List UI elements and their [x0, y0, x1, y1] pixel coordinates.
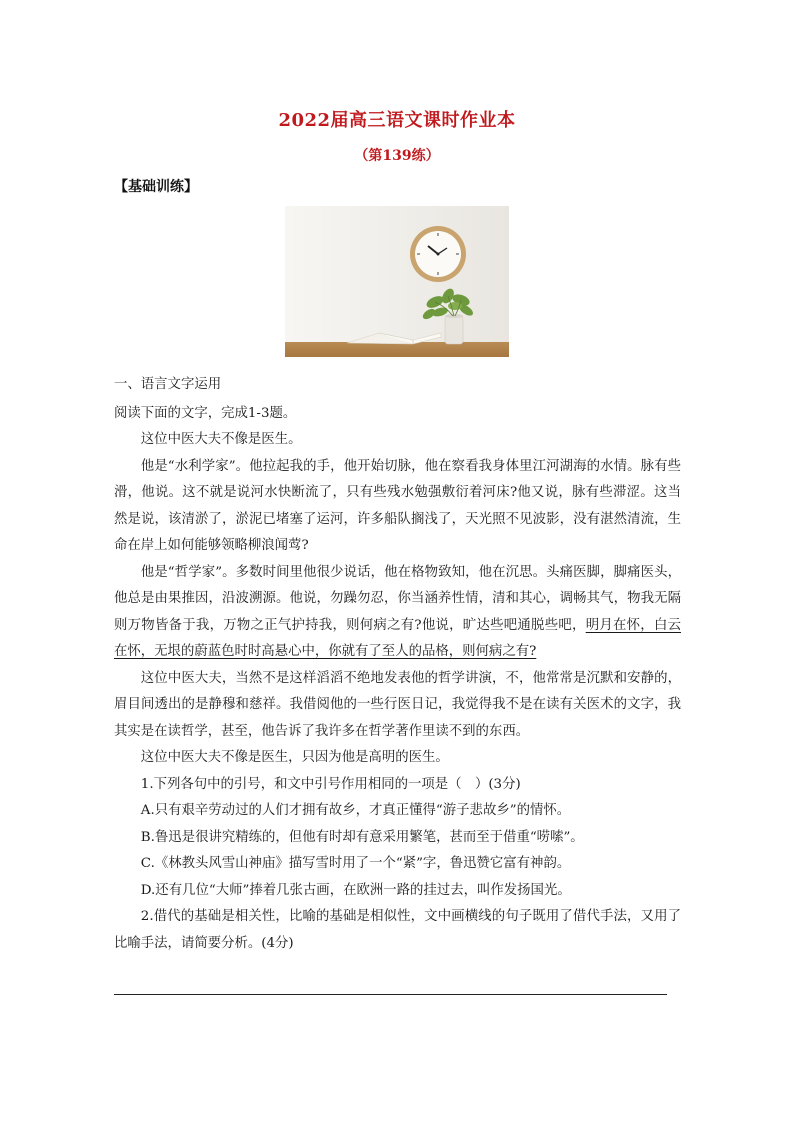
- passage-paragraph-4: 这位中医大夫，当然不是这样滔滔不绝地发表他的哲学讲演，不，他常常是沉默和安静的，眉目间透出的是静穆和慈祥。我借阅他的一些行医日记，我觉得我不是在读有关医术的文字，我其实是在读哲学，甚至，他告诉了我许多在哲学著作里读不到的东西。: [114, 670, 681, 739]
- question-2-stem: 2.借代的基础是相关性，比喻的基础是相似性，文中画横线的句子既用了借代手法，又用了比喻手法，请简要分析。(4分): [114, 909, 681, 951]
- section-heading-language-use: 一、语言文字运用: [114, 377, 222, 392]
- illustration-clock-book-plant: [285, 206, 509, 357]
- wooden-desk: [285, 342, 509, 357]
- passage-paragraph-5: 这位中医大夫不像是医生，只因为他是高明的医生。: [140, 750, 449, 765]
- reading-instruction: 阅读下面的文字，完成1-3题。: [114, 405, 297, 421]
- answer-line[interactable]: [114, 994, 667, 995]
- underlined-sentence: 明月在怀，白云在怀，无垠的蔚蓝色时时高悬心中，你就有了至人的品格，则何病之有?: [114, 617, 682, 659]
- question-1-option-b: B.鲁迅是很讲究精练的，但他有时却有意采用繁笔，甚而至于借重“唠嗦”。: [140, 829, 584, 845]
- passage-paragraph-3: [114, 560, 681, 666]
- wall-background: [285, 206, 509, 342]
- exercise-content: [114, 372, 681, 957]
- question-1-stem: 1.下列各句中的引号，和文中引号作用相同的一项是（ ）(3分): [140, 776, 521, 792]
- passage-paragraph-3-text: 他是“哲学家”。多数时间里他很少说话，他在格物致知，他在沉思。头痛医脚，脚痛医头，他总是由果推因，沿波溯源。他说，勿躁勿忍，你当涵养性情，清和其心，调畅其气，物我无隔则万物皆备于我，万物之正气护持我，则何病之有?他说，旷达些吧通脱些吧，: [114, 564, 681, 633]
- passage-paragraph-1: 这位中医大夫不像是医生。: [140, 432, 302, 447]
- illustration-svg: [285, 206, 509, 357]
- question-1-option-d: D.还有几位“大师”捧着几张古画，在欧洲一路的挂过去，叫作发扬国光。: [140, 882, 571, 898]
- document-subtitle: （第139练）: [354, 148, 440, 164]
- wall-clock-icon: [410, 226, 466, 282]
- passage-paragraph-2: 他是“水利学家”。他拉起我的手，他开始切脉，他在察看我身体里江河湖海的水情。脉有些滑，他说。这不就是说河水快断流了，只有些残水勉强敷衍着河床?他又说，脉有些滞涩。这当然是说，该清淤了，淤泥已堵塞了运河，许多船队搁浅了，天光照不见波影，没有湛然清流，生命在岸上如何能够领略柳浪闻莺?: [114, 458, 681, 553]
- document-title: 2022届高三语文课时作业本: [278, 110, 516, 131]
- question-1-option-a: A.只有艰辛劳动过的人们才拥有故乡，才真正懂得“游子悲故乡”的情怀。: [140, 803, 571, 818]
- question-1-option-c: C.《林教头风雪山神庙》描写雪时用了一个“紧”字，鲁迅赞它富有神韵。: [140, 856, 571, 871]
- section-label-basic-training: 【基础训练】: [114, 179, 198, 195]
